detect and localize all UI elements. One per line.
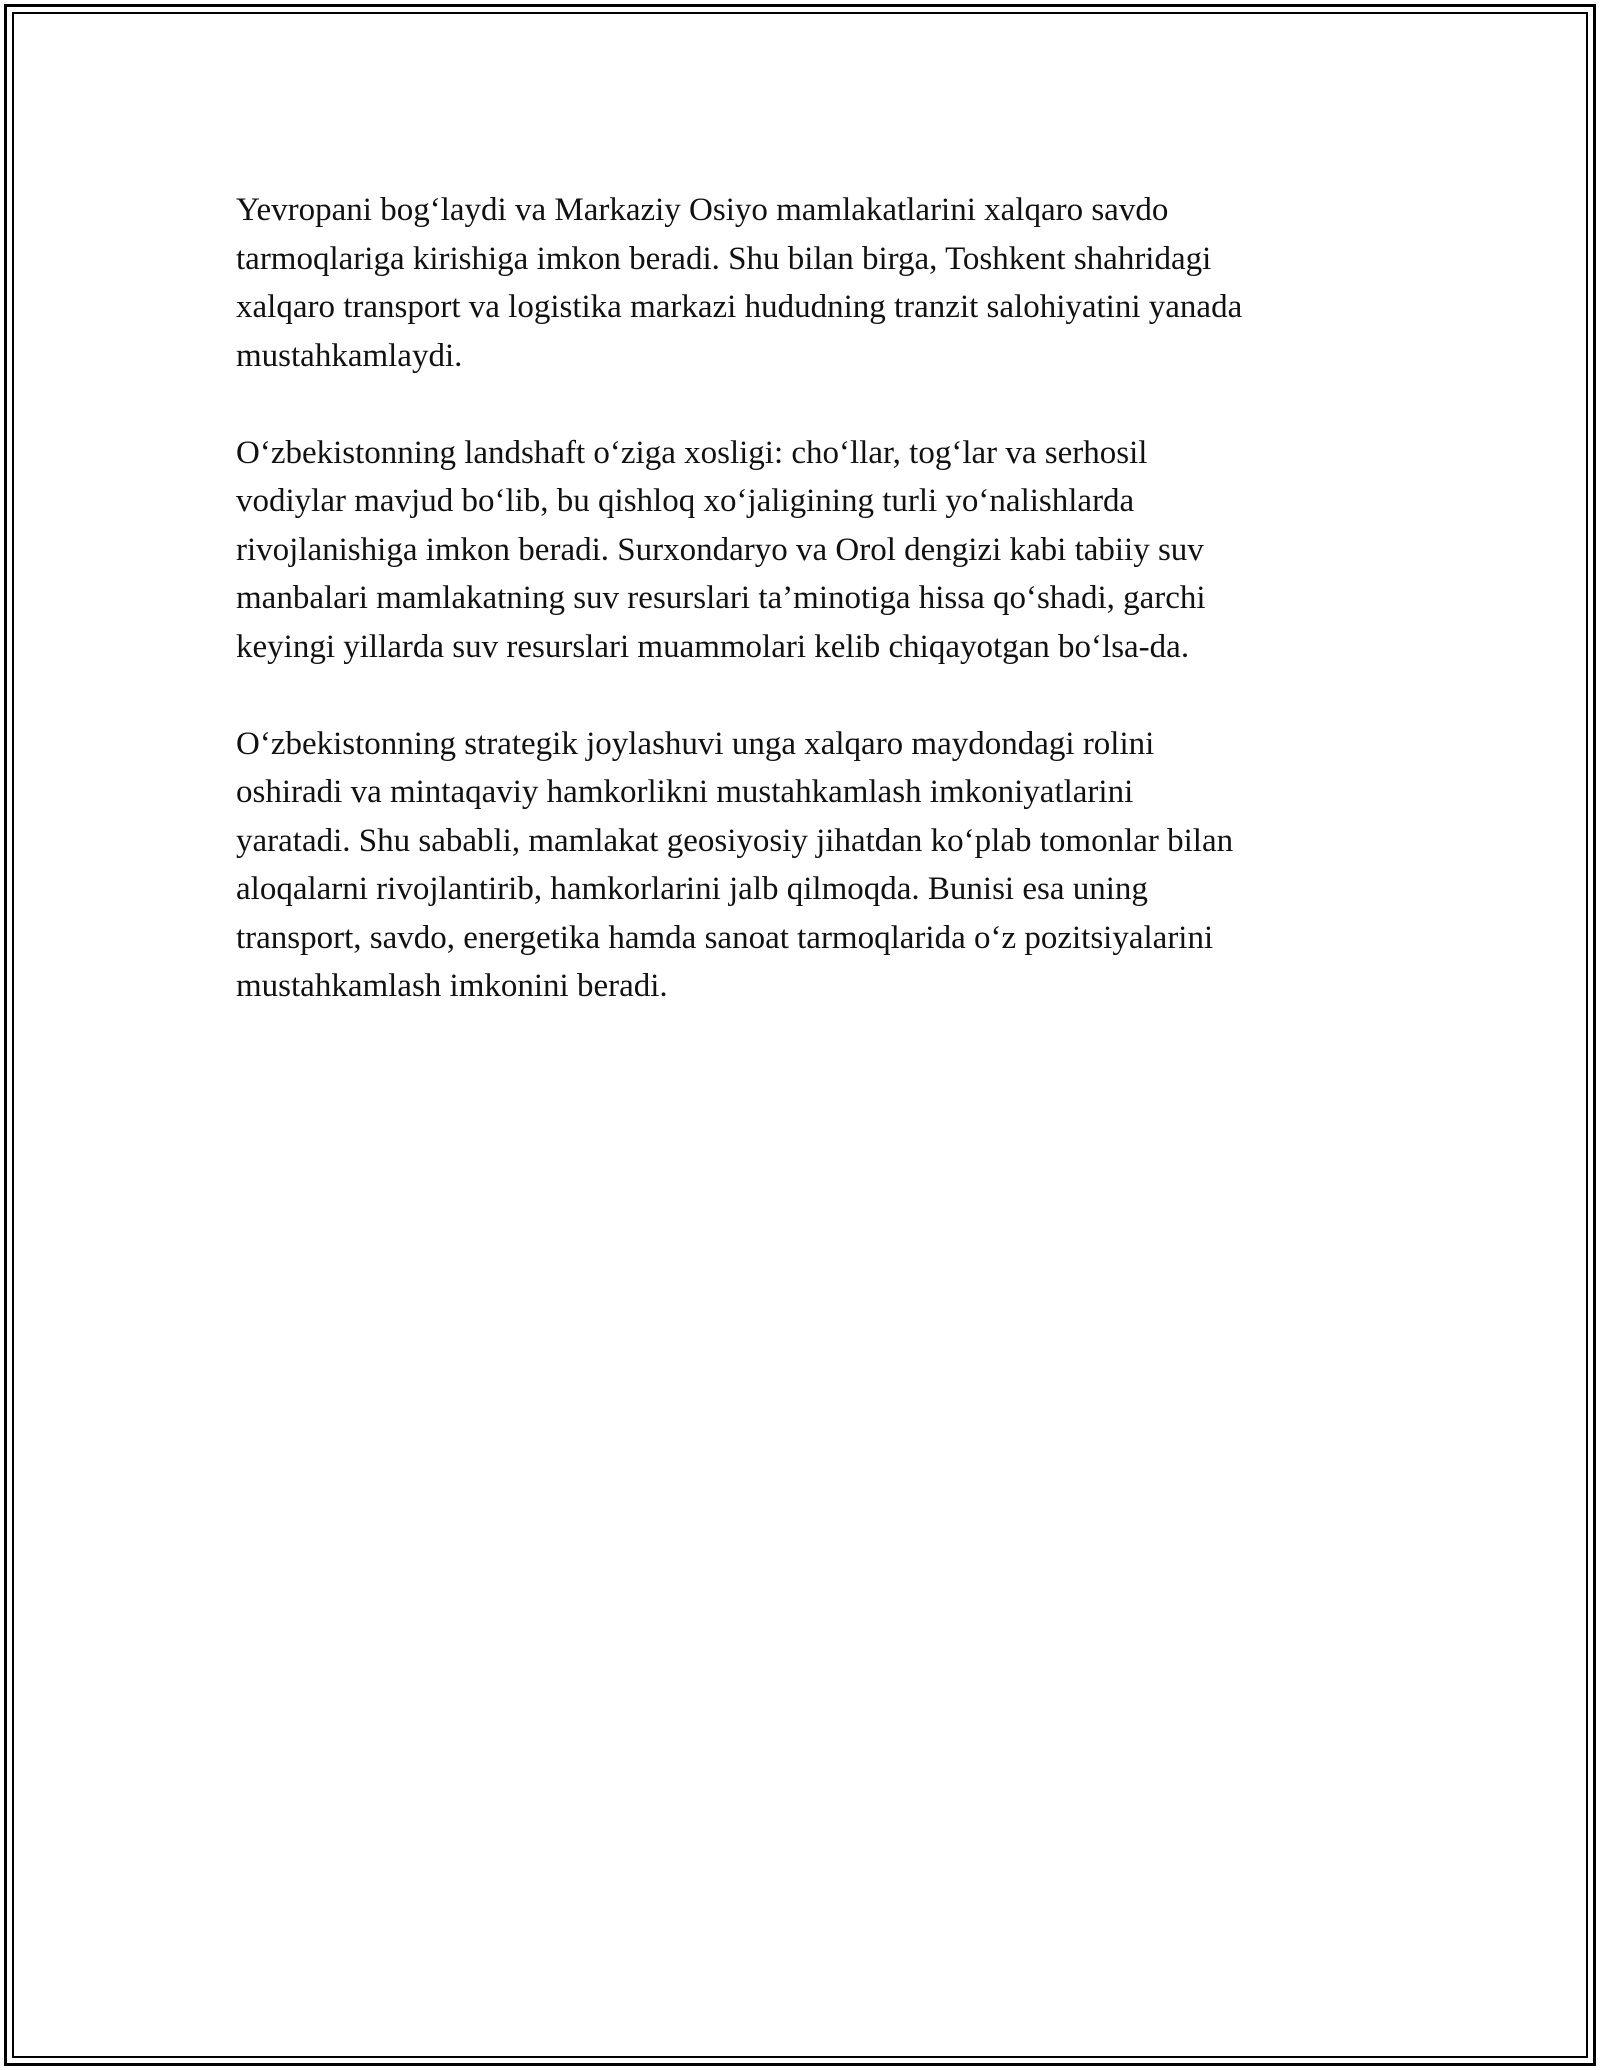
text-line: aloqalarni rivojlantirib, hamkorlarini jalb qilmoqda. Bunisi esa uning [236,871,1148,907]
text-line: manbalari mamlakatning suv resurslari ta’minotiga hissa qo‘shadi, garchi [236,580,1206,616]
document-body [236,186,1396,1059]
text-line: Yevropani bog‘laydi va Markaziy Osiyo mamlakatlarini xalqaro savdo [236,192,1169,228]
text-line: transport, savdo, energetika hamda sanoat tarmoqlarida o‘z pozitsiyalarini [236,919,1214,956]
text-line: keyingi yillarda suv resurslari muammolari kelib chiqayotgan bo‘lsa-da. [236,628,1190,665]
text-line: oshiradi va mintaqaviy hamkorlikni mustahkamlash imkoniyatlarini [236,774,1134,810]
text-line: O‘zbekistonning strategik joylashuvi unga xalqaro maydondagi rolini [236,725,1155,762]
text-line: vodiylar mavjud bo‘lib, bu qishloq xo‘jaligining turli yo‘nalishlarda [236,483,1135,519]
paragraph-1 [236,186,1396,380]
paragraph-3 [236,720,1396,1011]
text-line: xalqaro transport va logistika markazi hududning tranzit salohiyatini yanada [236,289,1243,325]
text-line: tarmoqlariga kirishiga imkon beradi. Shu bilan birga, Toshkent shahridagi [236,240,1212,277]
text-line: mustahkamlaydi. [236,337,463,374]
text-line: yaratadi. Shu sababli, mamlakat geosiyosiy jihatdan ko‘plab tomonlar bilan [236,822,1234,859]
text-line: O‘zbekistonning landshaft o‘ziga xosligi: cho‘llar, tog‘lar va serhosil [236,434,1148,471]
paragraph-2 [236,429,1396,672]
text-line: mustahkamlash imkonini beradi. [236,968,668,1004]
text-line: rivojlanishiga imkon beradi. Surxondaryo va Orol dengizi kabi tabiiy suv [236,531,1204,568]
